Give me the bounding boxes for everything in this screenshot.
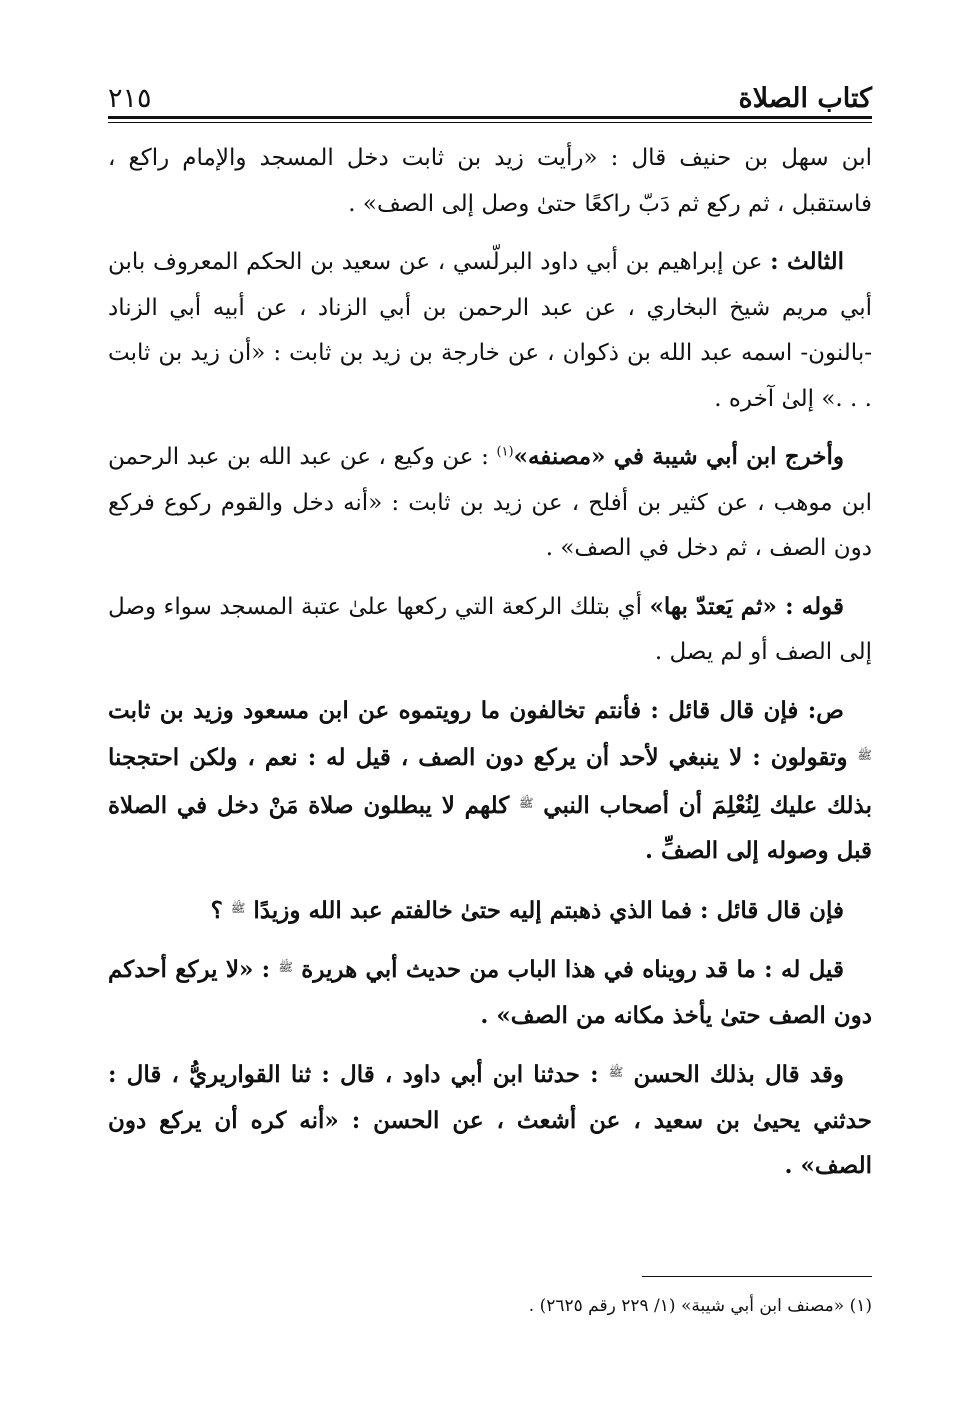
paragraph-4-lead: قوله : «ثم يَعتدّ بها» xyxy=(649,592,844,620)
paragraph-6-text-a: فإن قال قائل : فما الذي ذهبتم إليه حتىٰ خالفتم عبد الله وزيدًا xyxy=(253,896,844,924)
paragraph-5-text-a: ص: فإن قال قائل : فأنتم تخالفون ما رويتموه عن ابن مسعود وزيد بن ثابت xyxy=(108,696,844,724)
honorific-glyph: ﷺ xyxy=(518,795,534,810)
chapter-title: كتاب الصلاة xyxy=(738,83,872,114)
paragraph-7-text-a: قيل له : ما قد رويناه في هذا الباب من حديث أبي هريرة xyxy=(301,956,844,983)
paragraph-8-text-b: : حدثنا ابن أبي داود ، قال : ثنا القواريريُّ ، قال : حدثني يحيىٰ بن سعيد ، عن أشعث ، عن الحسن : «أنه كره أن يركع دون الصف» . xyxy=(108,1061,872,1179)
paragraph-3 xyxy=(108,434,872,572)
footnote-separator xyxy=(642,1276,872,1277)
paragraph-6 xyxy=(108,886,872,934)
running-header xyxy=(108,62,872,112)
header-rule-thick xyxy=(108,116,872,119)
paragraph-6-text-b: ؟ xyxy=(210,896,231,924)
paragraph-3-text: : عن وكيع ، عن عبد الله بن عبد الرحمن ابن موهب ، عن كثير بن أفلح ، عن زيد بن ثابت : «أنه دخل والقوم ركوع فركع دون الصف ، ثم دخل في الصف» . xyxy=(108,444,872,561)
footnote: (١) «مصنف ابن أبي شيبة» (١/ ٢٢٩ رقم ٢٦٢٥) . xyxy=(528,1296,872,1316)
header-rule-thin xyxy=(108,122,872,123)
paragraph-2-lead: الثالث : xyxy=(770,248,845,275)
paragraph-5-text-b: وتقولون : لا ينبغي لأحد أن يركع دون الصف ، قيل له : نعم ، ولكن احتججنا بذلك عليك لِنُعْلِمَ أن أصحاب النبي xyxy=(108,744,872,819)
paragraph-4 xyxy=(108,584,872,676)
paragraph-5-text-c: كلهم لا يبطلون صلاة مَنْ دخل في الصلاة قبل وصوله إلى الصفِّ . xyxy=(108,791,872,864)
main-text xyxy=(108,136,872,1201)
paragraph-7-text-b: : «لا يركع أحدكم دون الصف حتىٰ يأخذ مكانه من الصف» . xyxy=(108,956,872,1029)
honorific-glyph: ﷺ xyxy=(278,960,293,974)
paragraph-1 xyxy=(108,136,872,227)
paragraph-8 xyxy=(108,1050,872,1189)
paragraph-2-text: عن إبراهيم بن أبي داود البرلّسي ، عن سعيد بن الحكم المعروف بابن أبي مريم شيخ البخاري ، عن عبد الرحمن بن أبي الزناد ، عن أبيه أبي الزناد -بالنون- اسمه عبد الله بن ذكوان ، عن خارجة بن زيد بن ثابت : «أن زيد بن ثابت . . .» إلىٰ آخره . xyxy=(108,249,872,412)
honorific-glyph: ﷺ xyxy=(230,900,246,915)
paragraph-2 xyxy=(108,239,872,422)
paragraph-3-lead: وأخرج ابن أبي شيبة في «مصنفه» xyxy=(513,443,845,470)
footnote-ref: (١) xyxy=(496,444,514,460)
honorific-glyph: ﷺ xyxy=(608,1065,624,1079)
paragraph-7 xyxy=(108,945,872,1038)
honorific-glyph: ﷺ xyxy=(857,748,872,762)
paragraph-5 xyxy=(108,688,872,874)
paragraph-8-text-a: وقد قال بذلك الحسن xyxy=(633,1061,845,1088)
paragraph-1-text: ابن سهل بن حنيف قال : «رأيت زيد بن ثابت دخل المسجد والإمام راكع ، فاستقبل ، ثم ركع ثم دَبّ راكعًا حتىٰ وصل إلى الصف» . xyxy=(108,145,872,217)
page-number: ٢١٥ xyxy=(108,83,152,114)
paragraph-4-text: أي بتلك الركعة التي ركعها علىٰ عتبة المسجد سواء وصل إلى الصف أو لم يصل . xyxy=(108,593,872,665)
